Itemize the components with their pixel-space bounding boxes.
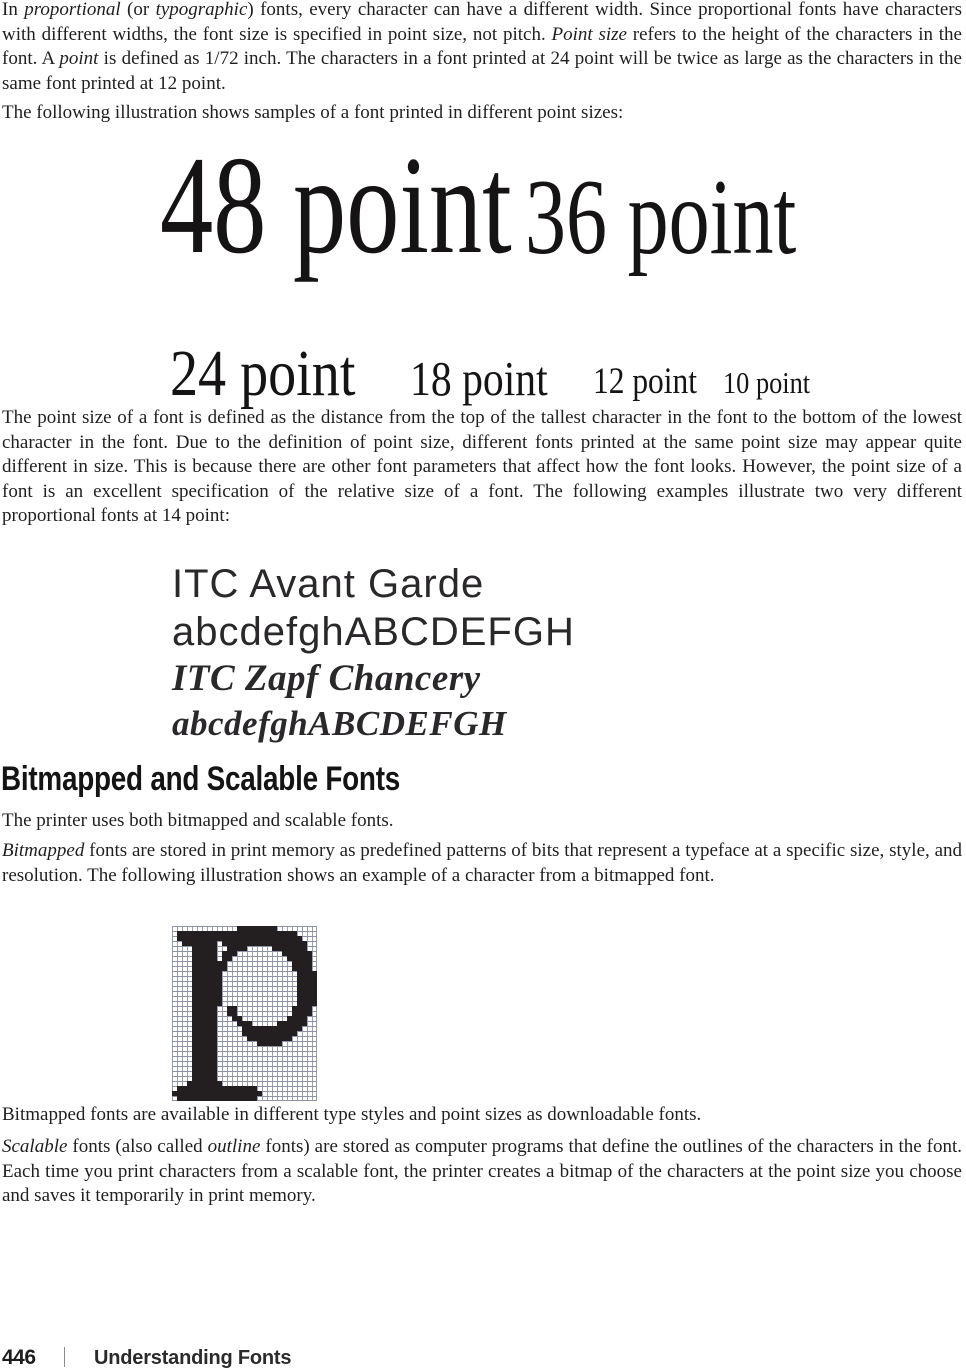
- point-sample-24: 24 point: [170, 337, 356, 410]
- point-sample-12: 12 point: [593, 361, 697, 402]
- zapf-chancery-name: ITC Zapf Chancery: [172, 658, 481, 699]
- bitmap-p-illustration: [172, 926, 317, 1101]
- point-sample-48: 48 point: [160, 128, 512, 283]
- paragraph-proportional-fonts: In proportional (or typographic) fonts, every character can have a different width. Since proportional fonts have characters with different widths, the font size is specified in point size, not pitch. Point size refers to the height of the characters in the font. A point is defined as 1/72 inch. The characters in a font printed at 24 point will be twice as large as the characters in the same font printed at 12 point.: [2, 0, 962, 94]
- footer-section-title: Understanding Fonts: [94, 1347, 292, 1369]
- avant-garde-sample: abcdefghABCDEFGH: [172, 610, 575, 654]
- paragraph-scalable-definition: Scalable fonts (also called outline fonts) are stored as computer programs that define the outlines of the characters in the font. Each time you print characters from a scalable font, the printer creates a bitmap of the characters at the point size you choose and saves it temporarily in print memory.: [2, 1136, 962, 1207]
- avant-garde-name: ITC Avant Garde: [172, 562, 485, 606]
- point-sample-36: 36 point: [525, 158, 797, 277]
- section-heading: Bitmapped and Scalable Fonts: [1, 760, 400, 798]
- bitmap-p-svg: [172, 926, 317, 1101]
- footer-page-number: 446: [2, 1346, 36, 1369]
- paragraph-point-size-definition: The point size of a font is defined as the distance from the top of the tallest character in the font to the bottom of the lowest character in the font. Due to the definition of point size, different fonts printed at the same point size may appear quite different in size. This is because there are other font parameters that affect how the font looks. However, the point size of a font is an excellent specification of the relative size of a font. The following examples illustrate two very different proportional fonts at 14 point:: [2, 407, 962, 527]
- zapf-chancery-sample: abcdefghABCDEFGH: [172, 704, 507, 743]
- paragraph-illustration-lead: The following illustration shows samples of a font printed in different point sizes:: [2, 102, 624, 123]
- paragraph-bitmapped-definition: Bitmapped fonts are stored in print memory as predefined patterns of bits that represent a typeface at a specific size, style, and resolution. The following illustration shows an example of a character from a bitmapped font.: [2, 840, 962, 886]
- point-sample-10: 10 point: [723, 365, 811, 400]
- paragraph-bitmapped-available: Bitmapped fonts are available in different type styles and point sizes as downloadable fonts.: [2, 1104, 702, 1125]
- paragraph-printer-uses: The printer uses both bitmapped and scalable fonts.: [2, 810, 394, 831]
- footer-divider: [64, 1347, 65, 1367]
- point-sample-18: 18 point: [410, 351, 548, 406]
